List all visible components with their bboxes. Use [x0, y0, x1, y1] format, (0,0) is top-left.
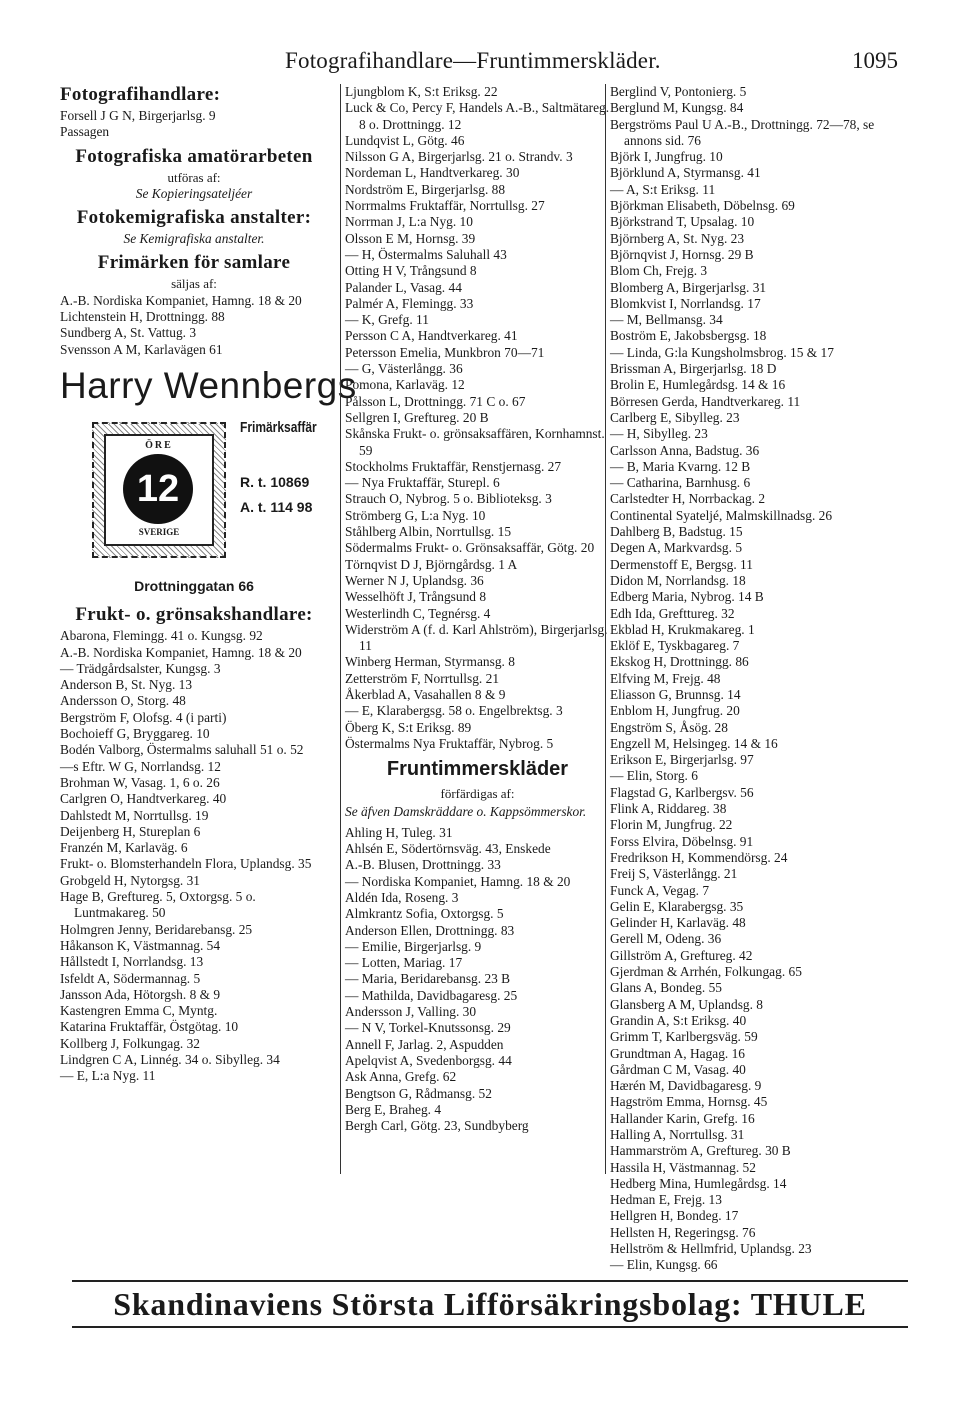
heading-fruntimmerskläder: Fruntimmerskläder [386, 758, 569, 781]
column-3 [605, 84, 910, 1273]
list-item: Hellström & Hellmfrid, Uplandsg. 23 [610, 1241, 812, 1257]
list-item: — K, Grefg. 11 [345, 312, 429, 328]
list-item: Widerström A (f. d. Karl Ahlström), Birgerjarlsg. 11 [345, 621, 608, 654]
list-item: Carlsson Anna, Badstug. 36 [610, 442, 760, 458]
list-item: Gårdman C M, Vasag. 40 [610, 1061, 746, 1077]
list-frukt [60, 628, 328, 1084]
list-item: — Mathilda, Davidbagaresg. 25 [345, 987, 518, 1003]
list-item: —s Eftr. W G, Norrlandsg. 12 [60, 758, 221, 774]
list-item: Winberg Herman, Styrmansg. 8 [345, 654, 515, 670]
list-item: — H, Östermalms Saluhall 43 [345, 246, 507, 262]
list-item: Degen A, Markvardsg. 5 [610, 540, 743, 556]
advertisement-title: Harry Wennbergs [60, 364, 357, 406]
list-item: Elfving M, Frejg. 48 [610, 670, 721, 686]
list-item: Norrman J, L:a Nyg. 10 [345, 214, 473, 230]
list-item: — M, Bellmansg. 34 [610, 312, 723, 328]
frimarken-subheading: säljas af: [171, 276, 217, 292]
list-item: Forss Elvira, Döbelnsg. 91 [610, 833, 754, 849]
list-item: Bergh Carl, Götg. 23, Sundbyberg [345, 1118, 529, 1134]
list-item: Flagstad G, Karlbergsv. 56 [610, 784, 754, 800]
list-item: Sundberg A, St. Vattug. 3 [60, 325, 197, 341]
list-item: Bodén Valborg, Östermalms saluhall 51 o. 52 [60, 742, 304, 758]
list-item: Apelqvist A, Svedenborgsg. 44 [345, 1052, 512, 1068]
list-item: Continental Syateljé, Malmskillnadsg. 26 [610, 507, 833, 523]
list-item: — Nya Fruktaffär, Sturepl. 6 [345, 475, 500, 491]
list-item: Aldén Ida, Roseng. 3 [345, 889, 459, 905]
list-item: Gelinder H, Karlaväg. 48 [610, 915, 746, 931]
list-item: Almkrantz Sofia, Oxtorgsg. 5 [345, 906, 504, 922]
list-item: Dahlberg B, Badstug. 15 [610, 524, 743, 540]
list-item: Werner N J, Uplandsg. 36 [345, 572, 484, 588]
list-item: Bergström F, Olofsg. 4 (i parti) [60, 709, 227, 725]
list-item: Brolin E, Humlegårdsg. 14 & 16 [610, 377, 786, 393]
list-item: Nordeman L, Handtverkareg. 30 [345, 165, 520, 181]
list-item: Pålsson L, Drottningg. 71 C o. 67 [345, 393, 526, 409]
list-frukt-continued [345, 84, 610, 752]
page-number: 1095 [852, 48, 898, 73]
list-item: Björk I, Jungfrug. 10 [610, 149, 723, 165]
list-item: Annell F, Jarlag. 2, Aspudden [345, 1036, 504, 1052]
list-item: Pomona, Karlaväg. 12 [345, 377, 465, 393]
column-1 [60, 84, 357, 1085]
list-item: Glans A, Bondeg. 55 [610, 980, 722, 996]
list-item: Erikson E, Birgerjarlsg. 97 [610, 752, 754, 768]
list-item: Hammarström A, Greftureg. 30 B [610, 1143, 791, 1159]
list-item: Brohman W, Vasag. 1, 6 o. 26 [60, 774, 220, 790]
list-item: Grobgeld H, Nytorgsg. 31 [60, 872, 200, 888]
list-item: Nilsson G A, Birgerjarlsg. 21 o. Strandv. 3 [345, 149, 573, 165]
frunt-subheading: förfärdigas af: [440, 786, 515, 802]
list-item: Svensson A M, Karlavägen 61 [60, 341, 223, 357]
list-item: Katarina Fruktaffär, Östgötag. 10 [60, 1019, 239, 1035]
list-item: Ekskog H, Drottningg. 86 [610, 654, 749, 670]
list-item: — E, Klarabergsg. 58 o. Engelbrektsg. 3 [345, 703, 563, 719]
list-item: Björkman Elisabeth, Döbelnsg. 69 [610, 198, 795, 214]
list-item: Carlstedter H, Norrbackag. 2 [610, 491, 766, 507]
list-item: Petersson Emelia, Munkbron 70—71 [345, 344, 545, 360]
list-item: Hedberg Mina, Humlegårdsg. 14 [610, 1175, 787, 1191]
list-item: Franzén M, Karlaväg. 6 [60, 840, 188, 856]
list-item: Kollberg J, Folkungag. 32 [60, 1035, 200, 1051]
list-item: Hassila H, Västmannag. 52 [610, 1159, 756, 1175]
list-item: Carlgren O, Handtverkareg. 40 [60, 791, 227, 807]
list-item: Hållstedt I, Norrlandsg. 13 [60, 954, 204, 970]
list-item: — Nordiska Kompaniet, Hamng. 18 & 20 [345, 873, 571, 889]
list-item: Håkanson K, Västmannag. 54 [60, 937, 221, 953]
list-item: Engström S, Åsög. 28 [610, 719, 728, 735]
list-item: Berglund M, Kungsg. 84 [610, 100, 744, 116]
list-item: — Trädgårdsalster, Kungsg. 3 [60, 660, 221, 676]
list-item: Funck A, Vegag. 7 [610, 882, 710, 898]
list-item: Bengtson G, Rådmansg. 52 [345, 1085, 492, 1101]
list-item: Björnberg A, St. Nyg. 23 [610, 230, 745, 246]
heading-fotokemigrafiska: Fotokemigrafiska anstalter: [76, 207, 312, 229]
list-item: Norrmalms Fruktaffär, Norrtullsg. 27 [345, 198, 545, 214]
list-item: Berglind V, Pontonierg. 5 [610, 84, 747, 99]
list-item: Sellgren I, Greftureg. 20 B [345, 409, 489, 425]
list-item: Edberg Maria, Nybrog. 14 B [610, 589, 764, 605]
list-item: A.-B. Nordiska Kompaniet, Hamng. 18 & 20 [60, 644, 302, 660]
list-item: Boström E, Jakobsbergsg. 18 [610, 328, 767, 344]
list-item: — A, S:t Eriksg. 11 [610, 181, 716, 197]
list-item: Grimm T, Karlbergsväg. 59 [610, 1029, 758, 1045]
list-item: Dermenstoff E, Bergsg. 11 [610, 556, 753, 572]
list-item: — G, Västerlångg. 36 [345, 361, 463, 377]
list-item: Åkerblad A, Vasahallen 8 & 9 [345, 686, 506, 702]
heading-frimarken: Frimärken för samlare [97, 252, 291, 274]
list-item: Halling A, Norrtullsg. 31 [610, 1127, 745, 1142]
advertisement-details [240, 414, 336, 515]
list-item: — Catharina, Barnhusg. 6 [610, 475, 751, 491]
list-item: Hallander Karin, Grefg. 16 [610, 1110, 755, 1126]
list-item: Öberg K, S:t Eriksg. 89 [345, 719, 472, 735]
list-item: Hedman E, Frejg. 13 [610, 1192, 722, 1208]
list-item: Grandin A, S:t Eriksg. 40 [610, 1012, 747, 1028]
list-item: Gjerdman & Arrhén, Folkungag. 65 [610, 964, 802, 980]
list-item: Hagström Emma, Hornsg. 45 [610, 1094, 768, 1110]
list-item: Blomkvist I, Norrlandsg. 17 [610, 295, 761, 311]
list-item: — E, L:a Nyg. 11 [60, 1068, 156, 1084]
list-item: Deijenberg H, Stureplan 6 [60, 823, 201, 839]
list-fotografihandlare [60, 108, 328, 141]
list-item: Ljungblom K, S:t Eriksg. 22 [345, 84, 498, 99]
heading-frukt-grönsakshandlare: Frukt- o. grönsakshandlare: [75, 604, 313, 626]
list-item: — Elin, Storg. 6 [610, 768, 698, 784]
list-item: Frukt- o. Blomsterhandeln Flora, Uplandsg. 35 [60, 856, 312, 872]
list-item: Zetterström F, Norrtullsg. 21 [345, 670, 500, 686]
list-item: Skånska Frukt- o. grönsaksaffären, Kornhamnst. 59 [345, 426, 605, 458]
list-item: Hellgren H, Bondeg. 17 [610, 1208, 739, 1224]
column-2 [340, 84, 610, 1174]
list-item: Kastengren Emma C, Myntg. [60, 1003, 218, 1019]
list-item: Otting H V, Trångsund 8 [345, 263, 477, 279]
list-item: Wesselhöft J, Trångsund 8 [345, 589, 487, 605]
list-fruntimmerskläder-continued [610, 84, 910, 1274]
list-item: Hærén M, Davidbagaresg. 9 [610, 1078, 762, 1094]
list-item: — Maria, Beridarebansg. 23 B [345, 971, 511, 987]
list-item: Stockholms Fruktaffär, Renstjernasg. 27 [345, 458, 562, 474]
list-item: — Linda, G:la Kungsholmsbrog. 15 & 17 [610, 344, 834, 360]
list-item: Bergströms Paul U A.-B., Drottningg. 72—78, se annons sid. 76 [610, 116, 875, 148]
list-item: Törnqvist D J, Björngårdsg. 1 A [345, 556, 518, 572]
list-item: A.-B. Blusen, Drottningg. 33 [345, 857, 501, 873]
list-item: Anderson B, St. Nyg. 13 [60, 677, 193, 693]
kemigraf-cross-reference: Se Kemigrafiska anstalter. [123, 231, 265, 247]
list-item: Holmgren Jenny, Beridarebansg. 25 [60, 921, 253, 937]
list-item: Abarona, Flemingg. 41 o. Kungsg. 92 [60, 628, 263, 644]
amator-cross-reference: Se Kopieringsateljéer [135, 185, 253, 201]
list-item: Berg E, Braheg. 4 [345, 1101, 442, 1117]
list-item: Didon M, Norrlandsg. 18 [610, 572, 746, 588]
amator-subheading: utföras af: [167, 169, 221, 185]
list-item: Palander L, Vasag. 44 [345, 279, 462, 295]
list-item: Isfeldt A, Södermannag. 5 [60, 970, 201, 986]
phone-rt: R. t. 10869 [240, 474, 310, 491]
list-item: Östermalms Nya Fruktaffär, Nybrog. 5 [345, 735, 554, 751]
footer-advertisement: Skandinaviens Största Lifförsäkringsbolag: THULE [113, 1286, 867, 1322]
list-item: Anderson Ellen, Drottningg. 83 [345, 922, 515, 938]
list-item: Gelin E, Klarabergsg. 35 [610, 898, 744, 914]
list-item: Bochoieff G, Bryggareg. 10 [60, 726, 210, 742]
list-item: Glansberg A M, Uplandsg. 8 [610, 996, 763, 1012]
list-item: Hellsten H, Regeringsg. 76 [610, 1224, 756, 1240]
list-item: Strauch O, Nybrog. 5 o. Biblioteksg. 3 [345, 491, 552, 507]
list-item: Fredrikson H, Kommendörsg. 24 [610, 849, 788, 865]
heading-amatorarbeten: Fotografiska amatörarbeten [75, 145, 313, 167]
list-item: Lindgren C A, Linnég. 34 o. Sibylleg. 34 [60, 1051, 280, 1067]
list-item: Björkstrand T, Upsalag. 10 [610, 214, 755, 230]
advertisement-label: Frimärksaffär [240, 418, 317, 436]
list-item: Björklund A, Styrmansg. 41 [610, 165, 761, 181]
list-item: Gerell M, Odeng. 36 [610, 931, 722, 947]
list-item: — Emilie, Birgerjarlsg. 9 [345, 938, 482, 954]
heading-fotografihandlare: Fotografihandlare: [60, 84, 221, 105]
stamp-illustration [92, 422, 226, 558]
list-fruntimmerskläder [345, 825, 610, 1135]
list-item: Andersson J, Valling. 30 [345, 1004, 477, 1020]
stamp-frame [104, 434, 214, 546]
list-item: Engzell M, Helsingeg. 14 & 16 [610, 735, 778, 751]
list-item: Flink A, Riddareg. 38 [610, 801, 727, 817]
stamp-number: 12 [123, 454, 193, 524]
list-item: Freij S, Västerlångg. 21 [610, 866, 738, 882]
list-item: Grundtman A, Hagag. 16 [610, 1045, 745, 1061]
frunt-cross-reference: Se äfven Damskräddare o. Kappsömmerskor. [345, 804, 587, 820]
list-item: Blom Ch, Frejg. 3 [610, 263, 708, 279]
list-item: Brissman A, Birgerjarlsg. 18 D [610, 361, 777, 377]
list-item: Södermalms Frukt- o. Grönsaksaffär, Götg. 20 [345, 540, 595, 556]
list-frimarken [60, 293, 328, 358]
list-item: Lundqvist L, Götg. 46 [345, 132, 465, 148]
list-item: Westerlindh C, Tegnérsg. 4 [345, 605, 491, 621]
list-item: Gillström A, Greftureg. 42 [610, 947, 753, 963]
list-item: Blomberg A, Birgerjarlsg. 31 [610, 279, 767, 295]
list-item: — Lotten, Mariag. 17 [345, 955, 463, 971]
list-item: Eliasson G, Brunnsg. 14 [610, 686, 741, 702]
list-item: Dahlstedt M, Norrtullsg. 19 [60, 807, 209, 823]
list-item: Hage B, Greftureg. 5, Oxtorgsg. 5 o. Luntmakareg. 50 [60, 889, 256, 921]
list-item: Palmér A, Flemingg. 33 [345, 295, 474, 311]
list-item: Strömberg G, L:a Nyg. 10 [345, 507, 486, 523]
list-item: — Elin, Kungsg. 66 [610, 1257, 718, 1273]
list-item: Olsson E M, Hornsg. 39 [345, 230, 476, 246]
list-item: A.-B. Nordiska Kompaniet, Hamng. 18 & 20 [60, 292, 302, 308]
list-item: Persson C A, Handtverkareg. 41 [345, 328, 518, 344]
list-item: Luck & Co, Percy F, Handels A.-B., Saltmätareg. 8 o. Drottningg. 12 [345, 100, 610, 132]
list-item: Andersson O, Storg. 48 [60, 693, 186, 709]
footer-rule-bottom [72, 1326, 908, 1328]
list-item: Ekblad H, Krukmakareg. 1 [610, 621, 755, 637]
list-item: Börresen Gerda, Handtverkareg. 11 [610, 393, 801, 409]
list-item: Forsell J G N, Birgerjarlsg. 9 [60, 108, 216, 123]
list-item: — N V, Torkel-Knutssonsg. 29 [345, 1020, 511, 1036]
list-item: Lichtenstein H, Drottningg. 88 [60, 309, 225, 325]
phone-at: A. t. 114 98 [240, 498, 313, 515]
footer-rule-top [72, 1280, 908, 1282]
list-item: Carlberg E, Sibylleg. 23 [610, 409, 740, 425]
list-item: Enblom H, Jungfrug. 20 [610, 703, 740, 719]
list-item: Ask Anna, Grefg. 62 [345, 1069, 457, 1085]
stamp-country: SVERIGE [138, 526, 180, 537]
list-item: Nordström E, Birgerjarlsg. 88 [345, 181, 506, 197]
list-item: Jansson Ada, Hötorgsh. 8 & 9 [60, 986, 221, 1002]
list-item: Edh Ida, Grefttureg. 32 [610, 605, 735, 621]
running-title: Fotografihandlare—Fruntimmerskläder. [285, 48, 661, 73]
list-item: Passagen [60, 124, 110, 140]
list-item: Florin M, Jungfrug. 22 [610, 817, 733, 833]
stamp-top-text: ÖRE [145, 439, 173, 451]
list-item: Björnqvist J, Hornsg. 29 B [610, 246, 754, 262]
list-item: — B, Maria Kvarng. 12 B [610, 458, 751, 474]
list-item: Ahlsén E, Södertörnsväg. 43, Enskede [345, 841, 551, 857]
page-header [0, 48, 960, 88]
list-item: — H, Sibylleg. 23 [610, 426, 708, 442]
list-item: Ståhlberg Albin, Norrtullsg. 15 [345, 524, 512, 540]
list-item: Eklöf E, Tyskbagareg. 7 [610, 638, 740, 654]
stamp-advertisement [60, 414, 328, 564]
list-item: Ahling H, Tuleg. 31 [345, 824, 453, 840]
advertisement-address: Drottninggatan 66 [134, 577, 254, 594]
